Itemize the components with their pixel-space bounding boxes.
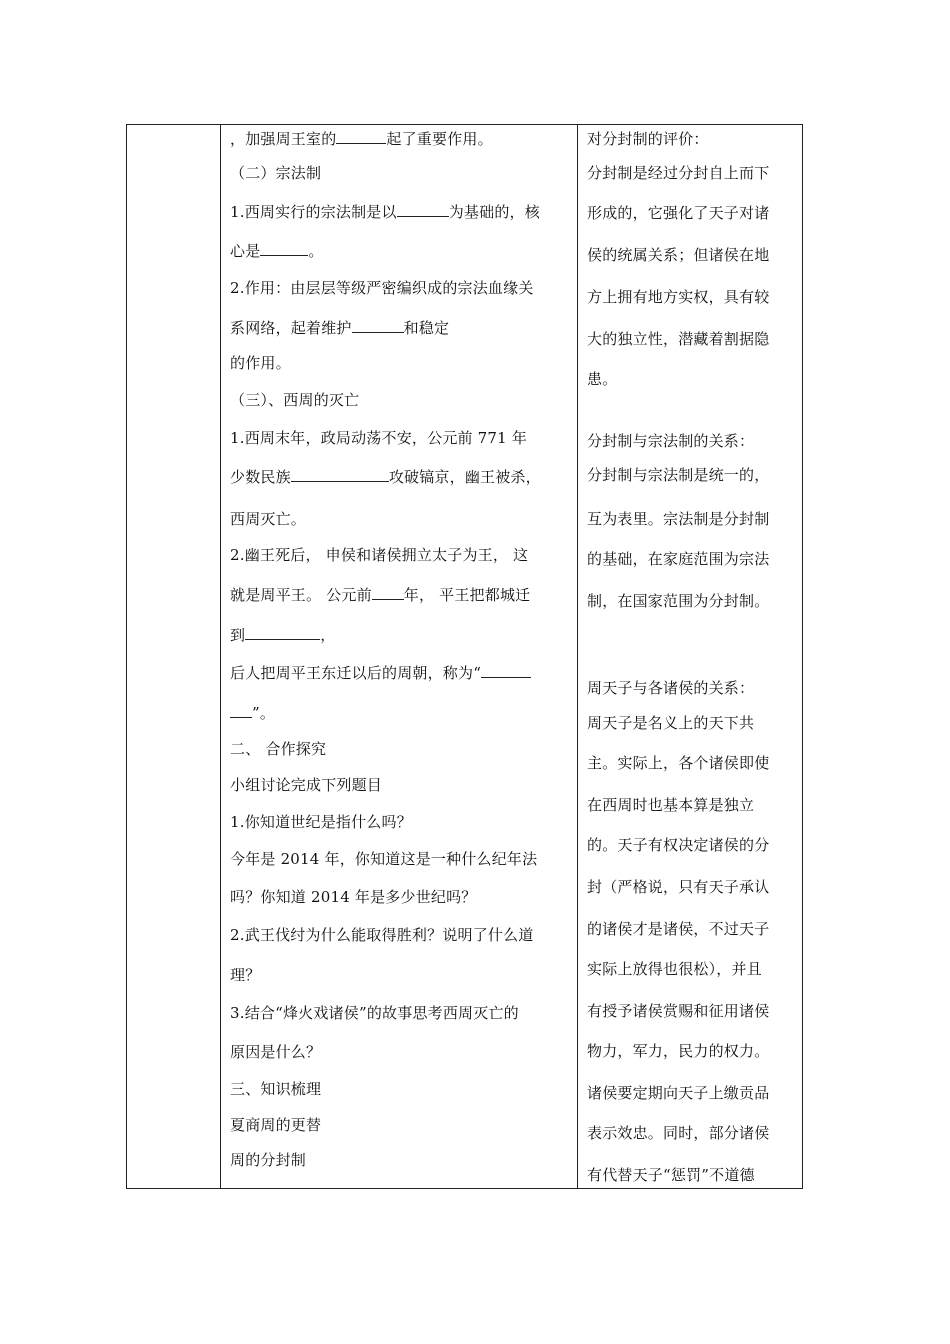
text-line: 互为表里。宗法制是分封制 <box>587 510 770 528</box>
text-line: 的作用。 <box>230 354 291 372</box>
text-line: 主。实际上，各个诸侯即使 <box>587 754 770 772</box>
text-line: 有授予诸侯赏赐和征用诸侯 <box>587 1002 770 1020</box>
text-line: 的。天子有权决定诸侯的分 <box>587 836 770 854</box>
text-line: 就是周平王。 公元前 年， 平王把都城迁 <box>230 586 531 604</box>
text-line: 实际上放得也很松），并且 <box>587 960 762 978</box>
text-line: 形成的，它强化了天子对诸 <box>587 204 770 222</box>
text-line: 分封制是经过分封自上而下 <box>587 164 770 182</box>
text-line: 西周灭亡。 <box>230 510 307 528</box>
section-heading: （三）、西周的灭亡 <box>230 391 360 409</box>
text-line: 2.武王伐纣为什么能取得胜利？说明了什么道 <box>230 926 534 944</box>
text-line: 大的独立性，潜藏着割据隐 <box>587 330 770 348</box>
section-heading: 二、 合作探究 <box>230 740 327 758</box>
column-divider-left <box>220 125 221 1188</box>
text-line: 今年是 2014 年，你知道这是一种什么纪年法 <box>230 850 538 868</box>
text-line: 在西周时也基本算是独立 <box>587 796 755 814</box>
text-line: 周天子是名义上的天下共 <box>587 714 755 732</box>
text-line: 系网络，起着维护 和稳定 <box>230 319 450 337</box>
text-line: 患。 <box>587 370 618 388</box>
text-line: 1.西周末年，政局动荡不安，公元前 771 年 <box>230 429 528 447</box>
text-line: 对分封制的评价： <box>587 130 709 148</box>
text-line: 1.西周实行的宗法制是以 为基础的，核 <box>230 203 540 221</box>
text-line: 3.结合“烽火戏诸侯”的故事思考西周灭亡的 <box>230 1004 519 1022</box>
text-line: ，加强周王室的 起了重要作用。 <box>230 130 493 148</box>
text-line: 物力，军力，民力的权力。 <box>587 1042 770 1060</box>
right-column <box>587 125 799 1188</box>
text-line: 方上拥有地方实权，具有较 <box>587 288 770 306</box>
text-line: 分封制与宗法制是统一的， <box>587 466 770 484</box>
text-line: 侯的统属关系；但诸侯在地 <box>587 246 770 264</box>
text-line: 到 ， <box>230 626 336 644</box>
text-line: 表示效忠。同时，部分诸侯 <box>587 1124 770 1142</box>
text-line: 周的分封制 <box>230 1151 307 1169</box>
text-line: 2.作用：由层层等级严密编织成的宗法血缘关 <box>230 279 534 297</box>
text-line: 原因是什么？ <box>230 1043 322 1061</box>
column-divider-right <box>577 125 578 1188</box>
text-line: 1.你知道世纪是指什么吗？ <box>230 813 412 831</box>
text-line: 理？ <box>230 966 261 984</box>
text-line: 小组讨论完成下列题目 <box>230 776 383 794</box>
section-heading: 三、知识梳理 <box>230 1080 322 1098</box>
middle-column <box>230 125 570 1188</box>
text-line: ”。 <box>230 703 275 723</box>
text-line: 诸侯要定期向天子上缴贡品 <box>587 1084 770 1102</box>
lesson-table <box>126 124 803 1189</box>
text-line: 制，在国家范围为分封制。 <box>587 592 770 610</box>
text-line: 2.幽王死后， 申侯和诸侯拥立太子为王， 这 <box>230 546 529 564</box>
text-line: 后人把周平王东迁以后的周朝，称为“ <box>230 663 531 683</box>
text-line: 心是 。 <box>230 242 324 260</box>
text-line: 有代替天子“惩罚”不道德 <box>587 1166 755 1184</box>
text-line: 的基础，在家庭范围为宗法 <box>587 550 770 568</box>
text-line: 吗？你知道 2014 年是多少世纪吗？ <box>230 888 477 906</box>
text-line: 夏商周的更替 <box>230 1116 322 1134</box>
text-line: 周天子与各诸侯的关系： <box>587 679 755 697</box>
text-line: 的诸侯才是诸侯，不过天子 <box>587 920 770 938</box>
text-line: 分封制与宗法制的关系： <box>587 432 755 450</box>
text-line: 少数民族 攻破镐京，幽王被杀， <box>230 468 541 486</box>
section-heading: （二）宗法制 <box>230 164 322 182</box>
text-line: 封（严格说，只有天子承认 <box>587 878 770 896</box>
